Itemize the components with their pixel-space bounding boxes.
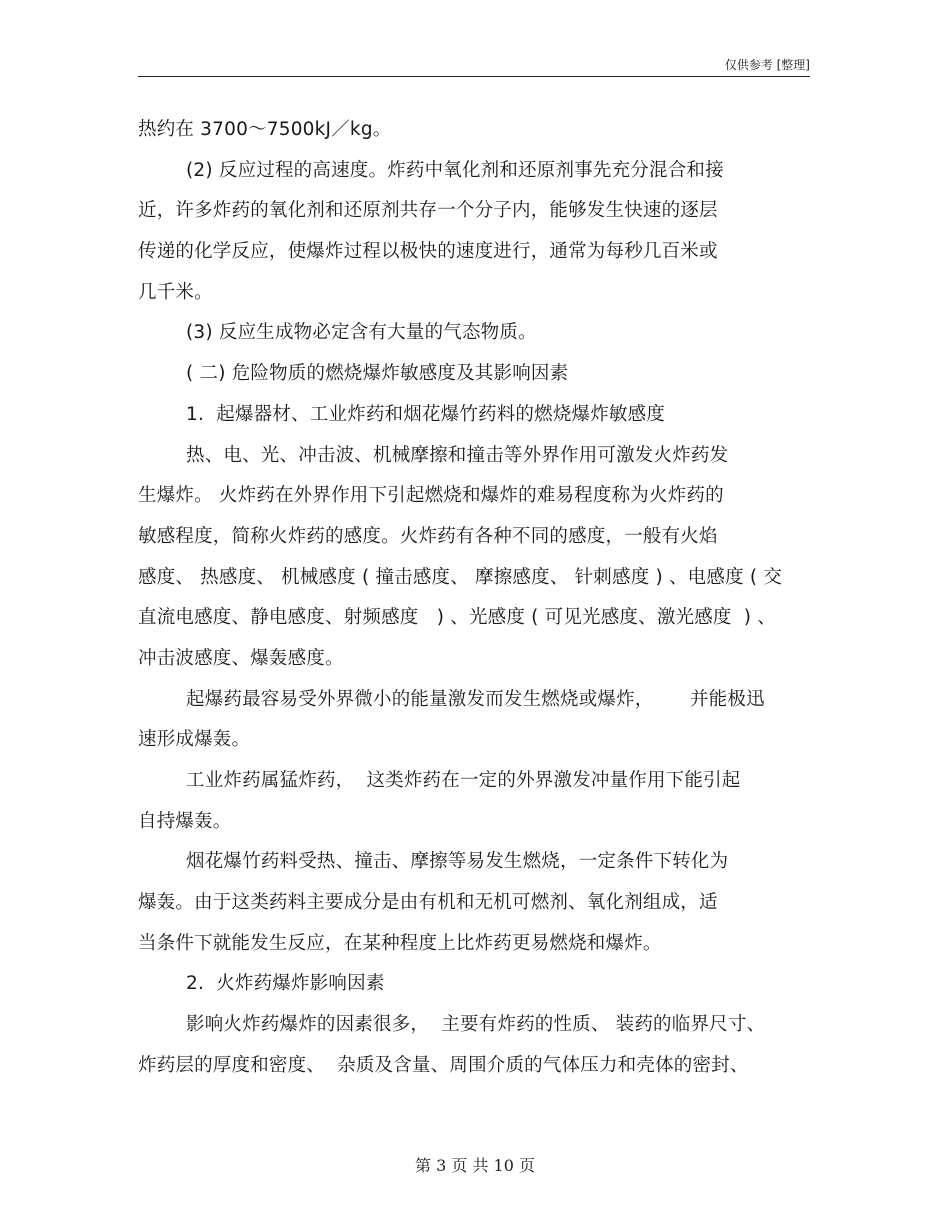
body-text-line: 当条件下就能发生反应，在某种程度上比炸药更易燃烧和爆炸。 xyxy=(138,932,662,954)
body-text-line: 爆轰。由于这类药料主要成分是由有机和无机可燃剂、氧化剂组成，适 xyxy=(138,892,718,914)
body-text-line: 几千米。 xyxy=(138,281,213,303)
page-header-note: 仅供参考 [整理] xyxy=(724,58,810,72)
body-text-line: 速形成爆轰。 xyxy=(138,729,251,751)
body-text-line: 2. 火炸药爆炸影响因素 xyxy=(186,973,385,995)
body-text-line: 影响火炸药爆炸的因素很多， 主要有炸药的性质、 装药的临界尺寸、 xyxy=(186,1014,766,1036)
body-text-line: 1. 起爆器材、工业炸药和烟花爆竹药料的燃烧爆炸敏感度 xyxy=(186,403,666,425)
body-text-line: 传递的化学反应，使爆炸过程以极快的速度进行，通常为每秒几百米或 xyxy=(138,241,718,263)
body-text-line: 冲击波感度、爆轰感度。 xyxy=(138,647,344,669)
page-number-footer: 第 3 页 共 10 页 xyxy=(415,1156,535,1175)
body-text-line: 热、电、光、冲击波、机械摩擦和撞击等外界作用可激发火炸药发 xyxy=(186,444,729,466)
body-text-line: 工业炸药属猛炸药， 这类炸药在一定的外界激发冲量作用下能引起 xyxy=(186,770,741,791)
body-text-line: 热约在 3700～7500kJ／kg。 xyxy=(138,119,392,140)
body-text-line: 敏感程度，简称火炸药的感度。火炸药有各种不同的感度，一般有火焰 xyxy=(138,525,718,547)
body-text-line: 自持爆轰。 xyxy=(138,810,232,832)
body-text-line: 直流电感度、静电感度、射频感度 ) 、光感度 ( 可见光感度、激光感度 ) 、 xyxy=(138,607,776,629)
body-text-line: 生爆炸。 火炸药在外界作用下引起燃烧和爆炸的难易程度称为火炸药的 xyxy=(138,485,724,507)
body-text-line: (3) 反应生成物必定含有大量的气态物质。 xyxy=(186,322,537,344)
body-text-line: 近，许多炸药的氧化剂和还原剂共存一个分子内，能够发生快速的逐层 xyxy=(138,200,718,222)
body-text-line: 感度、 热感度、 机械感度 ( 撞击感度、 摩擦感度、 针刺感度 ) 、电感度 ( 交 xyxy=(138,566,783,588)
header-divider xyxy=(138,76,810,77)
body-text-line: (2) 反应过程的高速度。炸药中氧化剂和还原剂事先充分混合和接 xyxy=(186,159,724,181)
document-body xyxy=(138,110,818,1087)
body-text-line: 炸药层的厚度和密度、 杂质及含量、周围介质的气体压力和壳体的密封、 xyxy=(138,1054,749,1076)
body-text-line: ( 二) 危险物质的燃烧爆炸敏感度及其影响因素 xyxy=(186,363,569,385)
body-text-line: 起爆药最容易受外界微小的能量激发而发生燃烧或爆炸， 并能极迅 xyxy=(186,688,765,710)
body-text-line: 烟花爆竹药料受热、撞击、摩擦等易发生燃烧，一定条件下转化为 xyxy=(186,851,729,873)
